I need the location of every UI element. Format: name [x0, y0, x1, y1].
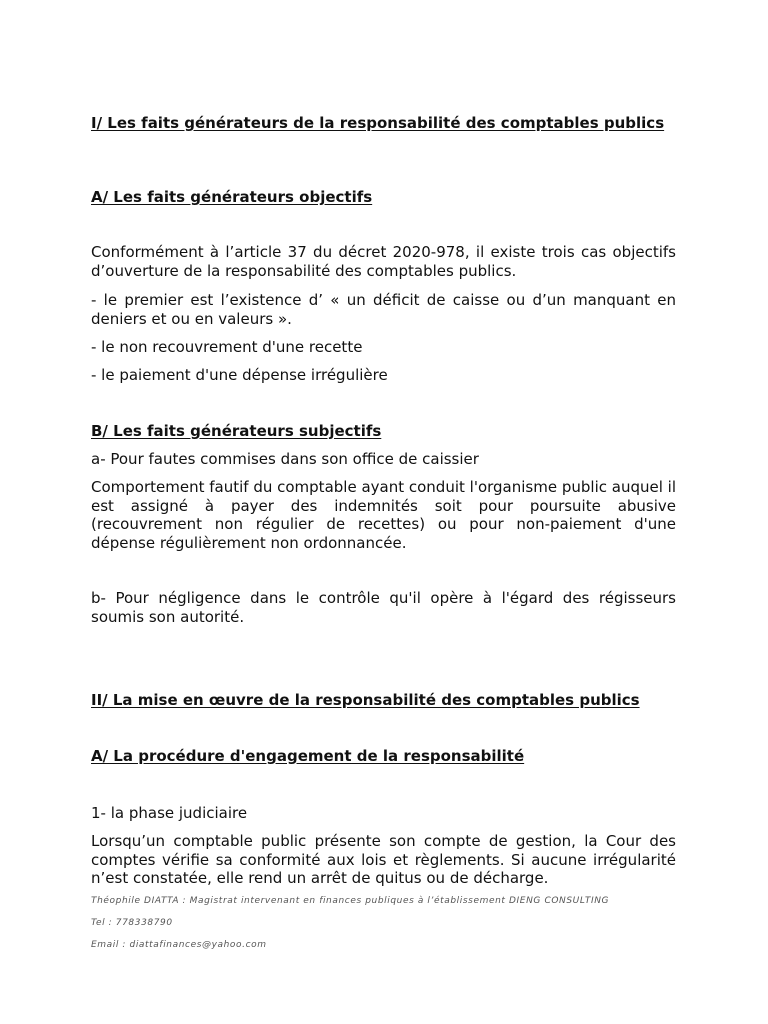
section-heading-1: I/ Les faits générateurs de la responsabilité des comptables publics — [91, 114, 665, 132]
subheading-phase-judiciaire: 1- la phase judiciaire — [91, 804, 248, 822]
footer-author: Théophile DIATTA : Magistrat intervenant en finances publiques à l’établissement DIENG CONSULTING — [91, 896, 610, 906]
subsection-heading-2a: A/ La procédure d'engagement de la responsabilité — [91, 747, 525, 765]
intro-paragraph: Conformément à l’article 37 du décret 2020-978, il existe trois cas objectifs d’ouverture de la responsabilité des comptables publics. — [91, 243, 676, 280]
footer-email: Email : diattafinances@yahoo.com — [91, 940, 267, 950]
list-item-paiement: - le paiement d'une dépense irrégulière — [91, 366, 388, 384]
paragraph-a: Comportement fautif du comptable ayant conduit l'organisme public auquel il est assigné à payer des indemnités soit pour poursuite abusive (recouvrement non régulier de recettes) ou pour non-paiement d'une dépense régulièrement non ordonnancée. — [91, 478, 676, 552]
section-heading-2: II/ La mise en œuvre de la responsabilité des comptables publics — [91, 691, 640, 709]
subsection-heading-1b: B/ Les faits générateurs subjectifs — [91, 422, 382, 440]
paragraph-phase-judiciaire: Lorsqu’un comptable public présente son compte de gestion, la Cour des comptes vérifie sa conformité aux lois et règlements. Si aucune irrégularité n’est constatée, elle rend un arrêt de quitus ou de décharge. — [91, 832, 676, 887]
subheading-a: a- Pour fautes commises dans son office de caissier — [91, 450, 479, 468]
subsection-heading-1a: A/ Les faits générateurs objectifs — [91, 188, 373, 206]
footer-tel: Tel : 778338790 — [91, 918, 173, 928]
list-item-deficit: - le premier est l’existence d’ « un déficit de caisse ou d’un manquant en deniers et ou en valeurs ». — [91, 291, 676, 328]
list-item-recouvrement: - le non recouvrement d'une recette — [91, 338, 363, 356]
paragraph-b: b- Pour négligence dans le contrôle qu'il opère à l'égard des régisseurs soumis son autorité. — [91, 589, 676, 626]
